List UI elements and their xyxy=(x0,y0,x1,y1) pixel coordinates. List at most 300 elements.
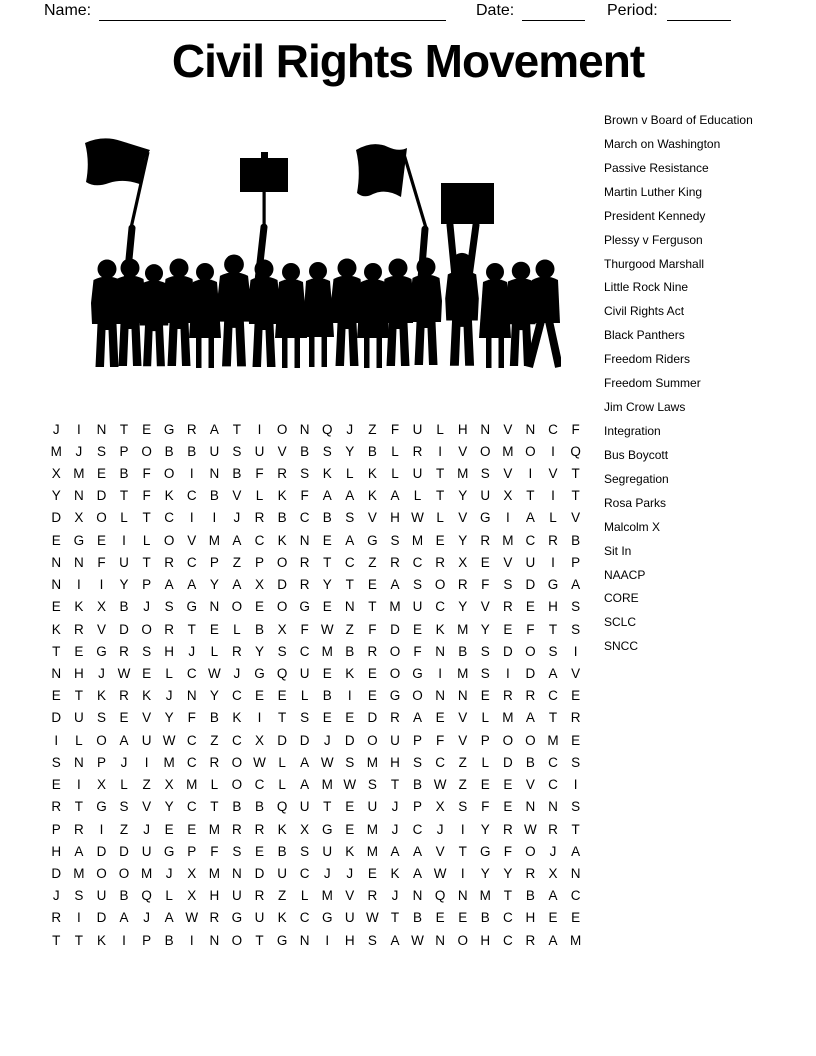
grid-cell: N xyxy=(73,488,84,504)
grid-cell: K xyxy=(277,532,287,548)
grid-cell: D xyxy=(525,666,536,682)
grid-cell: E xyxy=(571,688,581,704)
grid-cell: A xyxy=(209,421,219,437)
grid-cell: T xyxy=(323,799,332,815)
grid-cell: V xyxy=(480,599,490,615)
grid-cell: E xyxy=(571,910,581,926)
grid-cell: A xyxy=(187,577,197,593)
grid-cell: S xyxy=(300,843,310,859)
grid-cell: E xyxy=(51,688,61,704)
grid-cell: M xyxy=(457,621,469,637)
grid-cell: Y xyxy=(164,799,174,815)
grid-cell: A xyxy=(390,577,400,593)
grid-cell: I xyxy=(257,421,262,437)
word-list-item: Martin Luther King xyxy=(604,184,703,199)
grid-cell: L xyxy=(165,666,173,682)
grid-cell: L xyxy=(255,488,264,504)
grid-cell: U xyxy=(412,421,423,437)
grid-cell: N xyxy=(73,554,84,570)
grid-cell: W xyxy=(411,932,424,948)
grid-cell: S xyxy=(413,577,423,593)
word-list-item: Freedom Summer xyxy=(604,376,701,391)
grid-cell: R xyxy=(480,532,491,548)
grid-cell: I xyxy=(76,421,81,437)
grid-cell: C xyxy=(186,732,197,748)
grid-cell: S xyxy=(571,621,581,637)
word-list-item: NAACP xyxy=(604,567,646,582)
grid-cell: F xyxy=(187,710,196,726)
grid-cell: H xyxy=(209,888,220,904)
grid-cell: E xyxy=(51,532,61,548)
grid-cell: L xyxy=(436,510,444,526)
grid-cell: G xyxy=(547,577,559,593)
grid-cell: P xyxy=(480,732,490,748)
grid-cell: J xyxy=(346,865,354,881)
grid-cell: S xyxy=(96,443,106,459)
grid-cell: S xyxy=(480,666,490,682)
grid-cell: R xyxy=(164,554,175,570)
grid-cell: R xyxy=(367,888,378,904)
grid-cell: E xyxy=(367,865,377,881)
grid-cell: Z xyxy=(232,554,242,570)
grid-cell: O xyxy=(502,732,514,748)
grid-cell: E xyxy=(413,621,423,637)
grid-cell: P xyxy=(51,821,61,837)
grid-cell: N xyxy=(73,754,84,770)
grid-cell: J xyxy=(165,688,173,704)
word-list-item: CORE xyxy=(604,591,639,606)
grid-cell: S xyxy=(390,532,400,548)
grid-cell: Y xyxy=(503,865,513,881)
grid-cell: L xyxy=(436,421,444,437)
grid-cell: B xyxy=(525,754,535,770)
grid-cell: C xyxy=(299,643,310,659)
grid-cell: B xyxy=(232,799,242,815)
grid-cell: T xyxy=(210,799,219,815)
grid-cell: C xyxy=(232,688,242,704)
grid-cell: W xyxy=(433,777,447,793)
grid-cell: K xyxy=(96,688,106,704)
grid-cell: E xyxy=(571,732,581,748)
grid-cell: E xyxy=(503,799,513,815)
grid-cell: R xyxy=(73,821,84,837)
grid-cell: B xyxy=(571,532,581,548)
grid-cell: I xyxy=(528,466,533,482)
grid-cell: G xyxy=(480,843,491,859)
grid-cell: A xyxy=(300,777,310,793)
grid-cell: E xyxy=(345,821,355,837)
grid-cell: T xyxy=(119,421,129,437)
grid-cell: A xyxy=(119,732,129,748)
grid-cell: T xyxy=(52,932,61,948)
grid-cell: M xyxy=(569,932,582,948)
grid-cell: L xyxy=(413,488,422,504)
grid-cell: V xyxy=(367,510,377,526)
grid-cell: U xyxy=(322,843,333,859)
grid-cell: R xyxy=(502,821,513,837)
grid-cell: G xyxy=(480,510,491,526)
grid-cell: S xyxy=(277,643,287,659)
grid-cell: F xyxy=(503,843,512,859)
grid-cell: L xyxy=(142,532,151,548)
grid-cell: O xyxy=(525,443,536,459)
grid-cell: N xyxy=(435,688,445,704)
grid-cell: X xyxy=(187,888,197,904)
grid-cell: B xyxy=(413,910,423,926)
grid-cell: E xyxy=(254,688,264,704)
grid-cell: X xyxy=(96,599,106,615)
grid-cell: B xyxy=(322,688,332,704)
grid-cell: Y xyxy=(119,577,129,593)
grid-cell: B xyxy=(525,888,535,904)
grid-cell: A xyxy=(232,577,242,593)
grid-cell: C xyxy=(548,688,558,704)
grid-cell: A xyxy=(345,532,355,548)
grid-cell: N xyxy=(299,532,310,548)
grid-cell: L xyxy=(481,754,490,770)
grid-cell: N xyxy=(412,888,423,904)
grid-cell: Q xyxy=(276,799,288,815)
grid-cell: X xyxy=(458,554,468,570)
grid-cell: C xyxy=(164,510,175,526)
grid-cell: E xyxy=(367,688,377,704)
grid-cell: A xyxy=(300,754,310,770)
grid-cell: M xyxy=(321,777,333,793)
grid-cell: P xyxy=(187,843,197,859)
grid-cell: J xyxy=(549,843,557,859)
grid-cell: F xyxy=(571,421,580,437)
grid-cell: T xyxy=(323,554,332,570)
grid-cell: M xyxy=(411,532,424,548)
grid-cell: B xyxy=(458,643,468,659)
grid-cell: W xyxy=(366,910,379,926)
grid-cell: H xyxy=(344,932,355,948)
grid-cell: G xyxy=(321,910,333,926)
grid-cell: M xyxy=(73,466,85,482)
grid-cell: A xyxy=(322,488,332,504)
grid-cell: K xyxy=(345,666,355,682)
grid-cell: V xyxy=(458,710,468,726)
flag-left-icon xyxy=(85,138,150,228)
grid-cell: K xyxy=(367,466,377,482)
grid-cell: D xyxy=(254,865,265,881)
grid-cell: E xyxy=(96,532,106,548)
grid-cell: Z xyxy=(368,554,377,570)
grid-cell: B xyxy=(367,443,377,459)
grid-cell: N xyxy=(51,666,62,682)
grid-cell: S xyxy=(458,799,468,815)
grid-cell: L xyxy=(278,777,286,793)
grid-cell: D xyxy=(119,621,129,637)
grid-cell: Y xyxy=(480,821,490,837)
grid-cell: L xyxy=(300,688,309,704)
grid-cell: P xyxy=(96,754,106,770)
grid-cell: P xyxy=(142,932,152,948)
grid-cell: U xyxy=(141,843,152,859)
grid-cell: S xyxy=(345,510,355,526)
grid-cell: I xyxy=(54,732,59,748)
word-list-item: Sit In xyxy=(604,543,632,558)
grid-cell: M xyxy=(163,754,175,770)
grid-cell: J xyxy=(323,865,331,881)
grid-cell: R xyxy=(299,554,310,570)
grid-cell: T xyxy=(435,488,445,504)
grid-cell: T xyxy=(548,710,558,726)
grid-cell: X xyxy=(277,621,287,637)
grid-cell: O xyxy=(276,421,288,437)
grid-cell: H xyxy=(525,910,536,926)
grid-cell: P xyxy=(209,554,219,570)
grid-cell: M xyxy=(457,466,469,482)
word-search-grid xyxy=(45,418,587,951)
grid-cell: F xyxy=(300,488,309,504)
grid-cell: E xyxy=(164,821,174,837)
grid-cell: I xyxy=(438,443,442,459)
grid-cell: A xyxy=(548,888,558,904)
grid-cell: K xyxy=(435,621,445,637)
grid-cell: W xyxy=(343,777,357,793)
grid-cell: N xyxy=(209,466,220,482)
grid-cell: C xyxy=(186,666,197,682)
grid-cell: E xyxy=(142,666,152,682)
grid-cell: O xyxy=(480,443,491,459)
grid-cell: I xyxy=(189,932,194,948)
grid-cell: C xyxy=(548,421,558,437)
word-list-item: March on Washington xyxy=(604,136,721,151)
grid-cell: R xyxy=(525,932,536,948)
word-list-item: Segregation xyxy=(604,471,669,486)
grid-cell: V xyxy=(503,466,513,482)
grid-cell: C xyxy=(186,754,197,770)
grid-cell: V xyxy=(571,666,581,682)
grid-cell: G xyxy=(163,421,175,437)
grid-cell: B xyxy=(254,621,264,637)
grid-cell: I xyxy=(144,754,149,770)
grid-cell: T xyxy=(52,643,61,659)
grid-cell: I xyxy=(257,710,262,726)
grid-cell: D xyxy=(390,621,400,637)
grid-cell: O xyxy=(367,732,378,748)
grid-cell: N xyxy=(548,799,558,815)
grid-cell: K xyxy=(277,488,287,504)
grid-cell: J xyxy=(52,888,60,904)
grid-cell: R xyxy=(435,554,445,570)
grid-cell: L xyxy=(278,754,286,770)
grid-cell: U xyxy=(254,443,265,459)
grid-cell: J xyxy=(98,666,105,682)
grid-cell: Q xyxy=(321,421,333,437)
grid-cell: O xyxy=(231,932,243,948)
grid-cell: N xyxy=(51,554,62,570)
name-label: Name: xyxy=(44,2,92,19)
grid-cell: C xyxy=(525,532,536,548)
grid-cell: Z xyxy=(345,621,354,637)
grid-cell: M xyxy=(208,821,220,837)
grid-cell: N xyxy=(457,888,468,904)
grid-cell: O xyxy=(389,666,401,682)
grid-cell: B xyxy=(119,888,129,904)
grid-cell: V xyxy=(525,777,535,793)
grid-cell: D xyxy=(367,710,378,726)
grid-cell: T xyxy=(571,488,580,504)
grid-cell: Y xyxy=(345,443,355,459)
grid-cell: J xyxy=(188,643,196,659)
grid-cell: E xyxy=(435,532,445,548)
grid-cell: L xyxy=(75,732,83,748)
grid-cell: R xyxy=(525,688,536,704)
grid-cell: Z xyxy=(458,777,467,793)
grid-cell: E xyxy=(480,554,490,570)
grid-cell: R xyxy=(390,554,400,570)
overhead-sign-icon xyxy=(441,183,494,224)
grid-cell: V xyxy=(435,843,445,859)
grid-cell: I xyxy=(551,554,555,570)
grid-cell: L xyxy=(120,510,128,526)
grid-cell: V xyxy=(503,554,513,570)
grid-cell: E xyxy=(322,599,332,615)
grid-cell: I xyxy=(99,821,104,837)
grid-cell: S xyxy=(480,643,490,659)
grid-cell: C xyxy=(412,821,423,837)
grid-cell: T xyxy=(548,621,558,637)
grid-cell: O xyxy=(96,510,107,526)
grid-cell: F xyxy=(142,466,151,482)
grid-cell: E xyxy=(548,910,558,926)
grid-cell: U xyxy=(119,554,129,570)
grid-cell: A xyxy=(525,710,535,726)
grid-cell: E xyxy=(74,643,84,659)
grid-cell: I xyxy=(551,488,555,504)
grid-cell: D xyxy=(96,910,107,926)
grid-cell: M xyxy=(366,754,378,770)
grid-cell: K xyxy=(277,910,287,926)
grid-cell: S xyxy=(74,888,84,904)
grid-cell: C xyxy=(435,599,445,615)
grid-cell: I xyxy=(76,910,81,926)
grid-cell: J xyxy=(75,443,83,459)
grid-cell: H xyxy=(480,932,491,948)
grid-cell: W xyxy=(185,910,199,926)
grid-cell: E xyxy=(367,577,377,593)
grid-cell: D xyxy=(299,732,310,748)
grid-cell: L xyxy=(391,466,399,482)
grid-cell: T xyxy=(74,932,83,948)
word-list-item: President Kennedy xyxy=(604,208,706,223)
grid-cell: R xyxy=(502,599,513,615)
grid-cell: H xyxy=(51,843,62,859)
grid-cell: A xyxy=(571,843,581,859)
grid-cell: L xyxy=(233,621,241,637)
grid-cell: K xyxy=(232,710,242,726)
grid-cell: M xyxy=(502,710,514,726)
grid-cell: G xyxy=(412,666,423,682)
grid-cell: J xyxy=(143,821,150,837)
grid-cell: D xyxy=(51,865,62,881)
grid-cell: B xyxy=(209,710,219,726)
grid-cell: T xyxy=(74,799,83,815)
grid-cell: V xyxy=(142,710,152,726)
grid-cell: B xyxy=(277,843,287,859)
grid-cell: Y xyxy=(322,577,332,593)
grid-cell: K xyxy=(390,865,400,881)
grid-cell: N xyxy=(51,577,62,593)
word-list-item: Civil Rights Act xyxy=(604,304,685,319)
grid-cell: E xyxy=(277,688,287,704)
grid-cell: C xyxy=(186,488,197,504)
grid-cell: E xyxy=(480,777,490,793)
grid-cell: Y xyxy=(51,488,61,504)
grid-cell: D xyxy=(277,732,287,748)
grid-cell: V xyxy=(142,799,152,815)
grid-cell: L xyxy=(210,777,219,793)
grid-cell: B xyxy=(164,443,174,459)
grid-cell: T xyxy=(368,599,377,615)
grid-cell: D xyxy=(119,843,129,859)
grid-cell: B xyxy=(254,799,264,815)
grid-cell: W xyxy=(253,754,266,770)
grid-cell: R xyxy=(119,688,129,704)
word-list-item: Bus Boycott xyxy=(604,447,669,462)
grid-cell: C xyxy=(299,865,310,881)
grid-cell: R xyxy=(570,710,581,726)
grid-cell: V xyxy=(503,421,513,437)
grid-cell: P xyxy=(119,443,129,459)
grid-cell: G xyxy=(73,532,85,548)
grid-cell: S xyxy=(480,466,490,482)
grid-cell: T xyxy=(503,888,512,904)
grid-cell: X xyxy=(300,821,310,837)
grid-cell: E xyxy=(435,710,445,726)
grid-cell: V xyxy=(96,621,106,637)
grid-cell: O xyxy=(96,865,107,881)
grid-cell: I xyxy=(505,510,510,526)
grid-cell: M xyxy=(208,865,220,881)
grid-cell: F xyxy=(300,621,309,637)
grid-cell: U xyxy=(277,865,287,881)
grid-cell: N xyxy=(186,688,197,704)
grid-cell: V xyxy=(187,532,197,548)
grid-cell: F xyxy=(435,732,445,748)
grid-cell: D xyxy=(96,488,107,504)
grid-cell: H xyxy=(73,666,84,682)
grid-cell: N xyxy=(457,688,468,704)
grid-cell: W xyxy=(162,732,176,748)
grid-cell: O xyxy=(141,443,152,459)
grid-cell: C xyxy=(502,910,513,926)
grid-cell: B xyxy=(345,643,355,659)
grid-cell: L xyxy=(165,888,173,904)
grid-cell: T xyxy=(390,777,400,793)
grid-cell: K xyxy=(96,932,106,948)
grid-cell: O xyxy=(163,532,175,548)
grid-cell: A xyxy=(164,910,174,926)
grid-cell: U xyxy=(96,888,107,904)
grid-cell: Z xyxy=(210,732,219,748)
grid-cell: U xyxy=(299,799,310,815)
grid-cell: R xyxy=(254,510,265,526)
grid-cell: Y xyxy=(458,488,468,504)
grid-cell: X xyxy=(503,488,513,504)
grid-cell: S xyxy=(164,599,174,615)
grid-cell: U xyxy=(412,466,423,482)
grid-cell: M xyxy=(502,443,514,459)
grid-cell: T xyxy=(277,710,287,726)
grid-cell: X xyxy=(254,577,264,593)
grid-cell: U xyxy=(412,599,423,615)
flag-right-icon xyxy=(356,144,426,228)
grid-cell: I xyxy=(460,865,465,881)
grid-cell: S xyxy=(322,443,332,459)
